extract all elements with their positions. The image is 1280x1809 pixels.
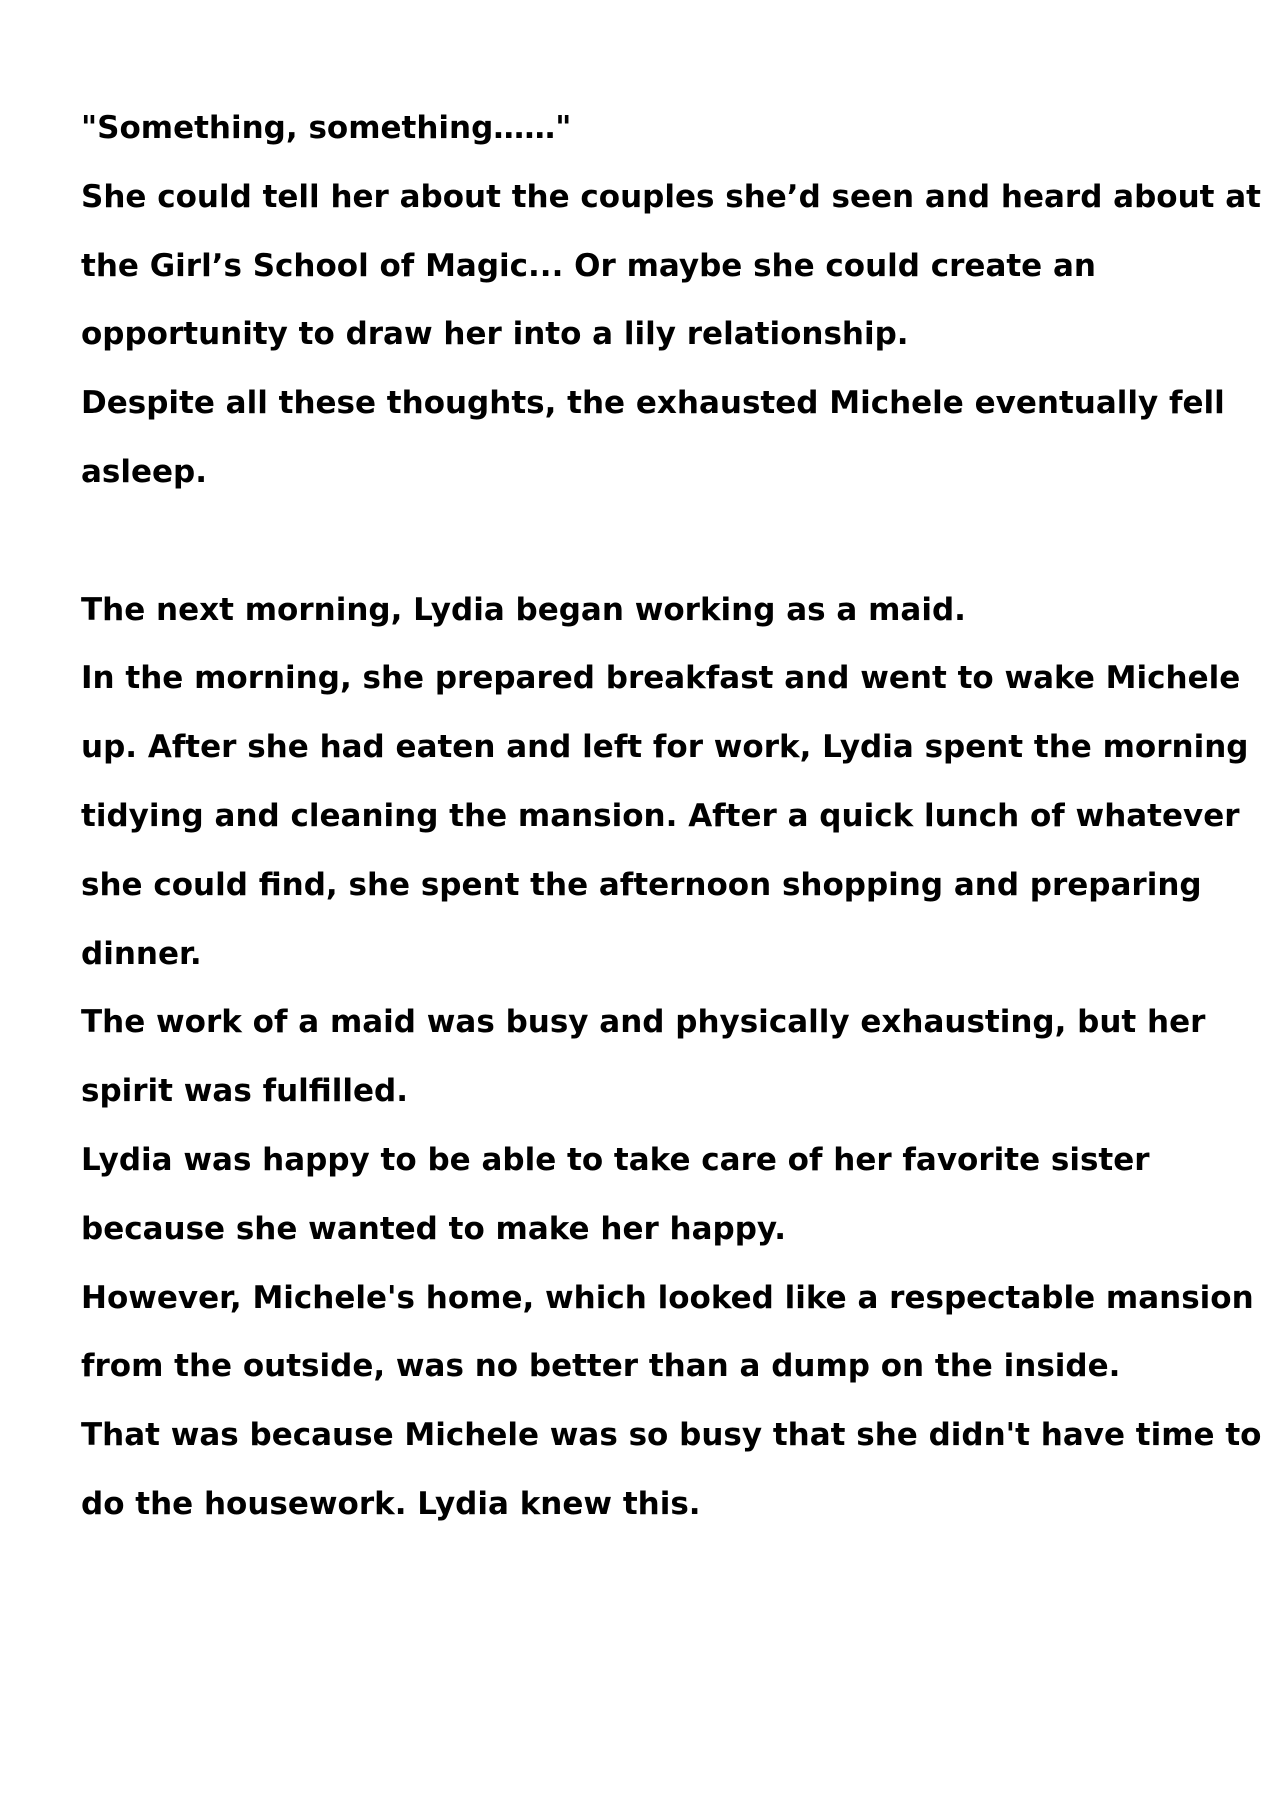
text-line: Lydia was happy to be able to take care of her favorite sister [81,1141,1150,1178]
text-line: up. After she had eaten and left for work, Lydia spent the morning [81,729,1249,766]
text-line: Despite all these thoughts, the exhausted Michele eventually fell [81,385,1225,422]
text-line: from the outside, was no better than a dump on the inside. [81,1348,1121,1385]
text-line: the Girl’s School of Magic... Or maybe she could create an [81,247,1096,284]
text-line: dinner. [81,935,202,972]
text-line: The next morning, Lydia began working as a maid. [81,591,966,628]
text-line: That was because Michele was so busy that she didn't have time to [81,1417,1262,1454]
text-line: tidying and cleaning the mansion. After a quick lunch of whatever [81,797,1240,834]
text-line: do the housework. Lydia knew this. [81,1485,701,1522]
text-line: The work of a maid was busy and physically exhausting, but her [81,1004,1206,1041]
text-line: because she wanted to make her happy. [81,1210,787,1247]
text-line: she could find, she spent the afternoon shopping and preparing [81,866,1202,903]
text-line: opportunity to draw her into a lily relationship. [81,316,909,353]
text-line: In the morning, she prepared breakfast and went to wake Michele [81,660,1241,697]
text-line: However, Michele's home, which looked like a respectable mansion [81,1279,1254,1316]
text-line: "Something, something……" [81,110,572,146]
paragraph-break [81,507,1221,576]
body-text [81,94,1262,1539]
text-line: She could tell her about the couples she’d seen and heard about at [81,178,1261,215]
text-line: asleep. [81,453,208,490]
text-line: spirit was fulfilled. [81,1073,408,1110]
